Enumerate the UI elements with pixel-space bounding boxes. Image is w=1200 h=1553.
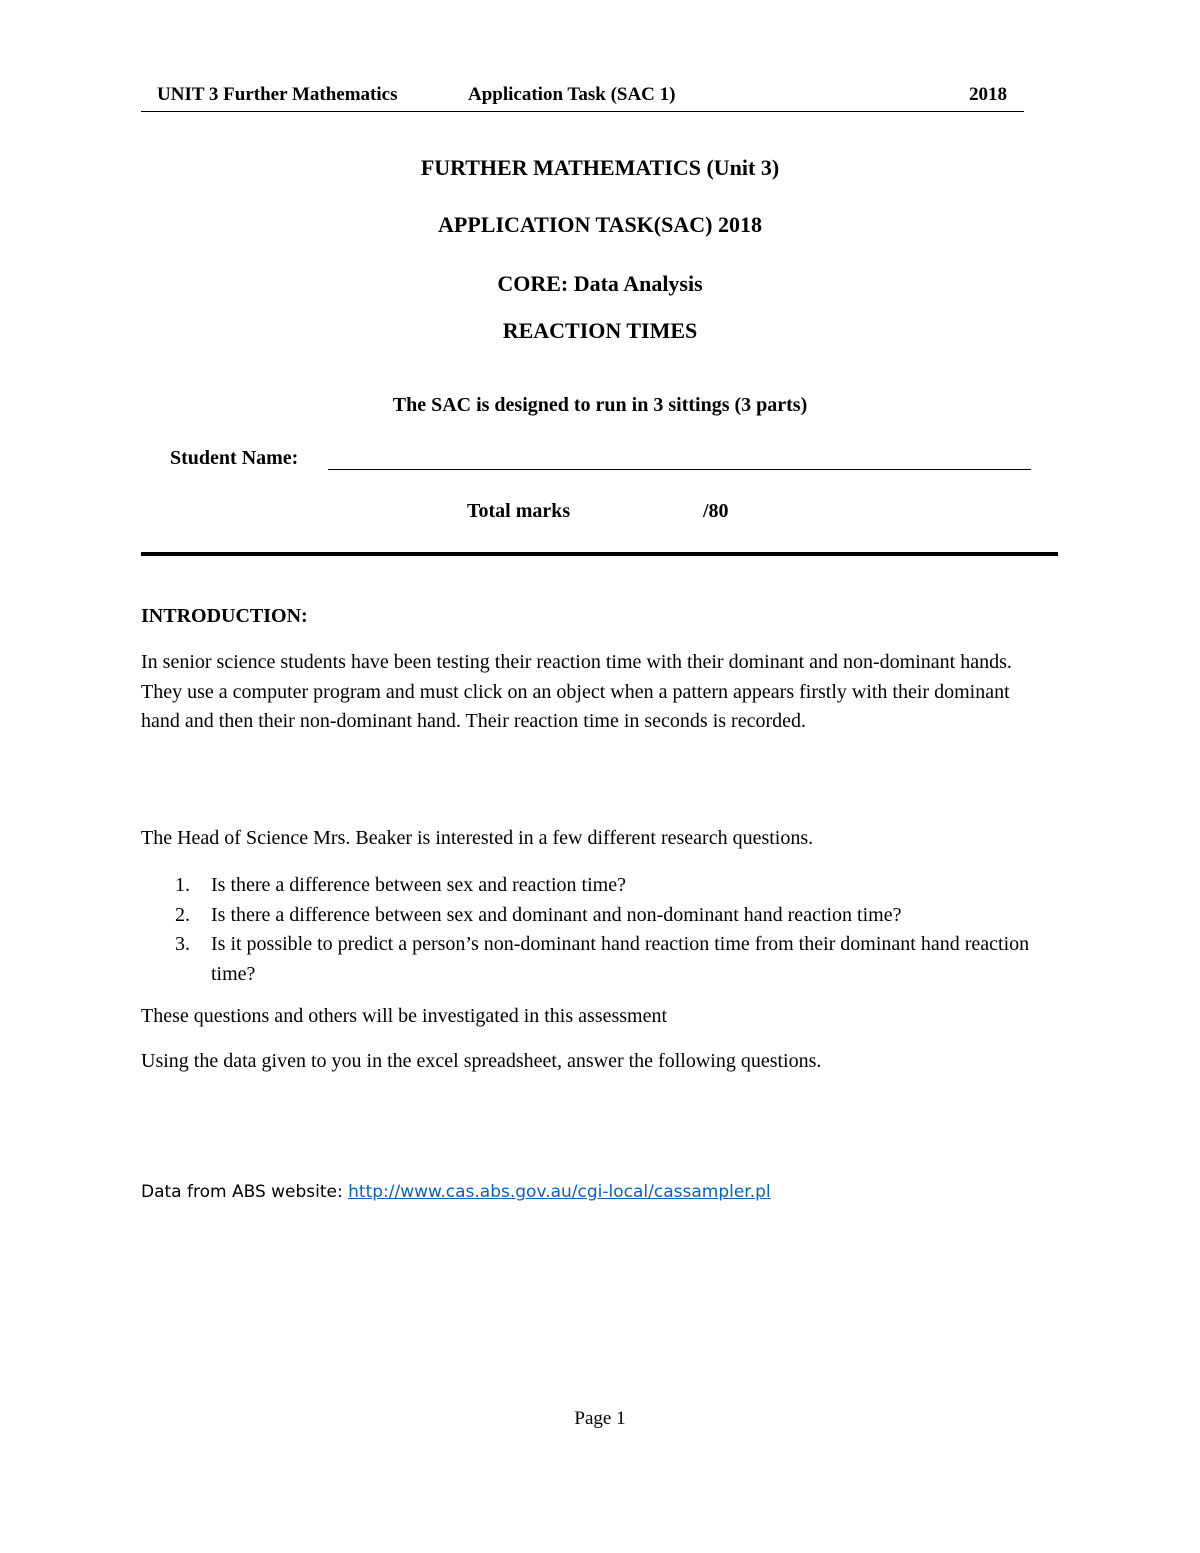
list-item-number: 2. [175, 903, 190, 926]
total-marks-value: /80 [703, 500, 729, 522]
sitting-note: The SAC is designed to run in 3 sittings (3 parts) [392, 394, 808, 416]
header-year: 2018 [969, 84, 1007, 105]
data-source [141, 1182, 771, 1202]
page-number: Page 1 [574, 1408, 626, 1429]
list-item [141, 871, 1061, 901]
student-name-line[interactable] [328, 469, 1031, 470]
data-source-link[interactable]: http://www.cas.abs.gov.au/cgi-local/cassampler.pl [348, 1182, 771, 1202]
investigation-note: These questions and others will be investigated in this assessment [141, 1005, 668, 1027]
title-subject: FURTHER MATHEMATICS (Unit 3) [420, 155, 780, 180]
title-topic: REACTION TIMES [502, 318, 698, 343]
student-name-label: Student Name: [170, 447, 299, 469]
list-item [141, 930, 1061, 989]
introduction-heading: INTRODUCTION: [141, 605, 308, 627]
data-source-label: Data from ABS website: [141, 1182, 349, 1202]
list-item-text: Is there a difference between sex and reaction time? [211, 874, 626, 896]
list-item [141, 901, 1061, 931]
instruction-text: Using the data given to you in the excel spreadsheet, answer the following questions. [141, 1050, 822, 1072]
total-marks-label: Total marks [467, 500, 571, 522]
title-core: CORE: Data Analysis [497, 271, 703, 296]
list-item-number: 3. [175, 933, 190, 955]
section-divider [141, 552, 1058, 556]
research-questions-list [141, 871, 1061, 989]
title-task: APPLICATION TASK(SAC) 2018 [438, 212, 762, 237]
list-item-text: Is it possible to predict a person’s non-dominant hand reaction time from their dominant hand reaction time? [211, 933, 1030, 985]
header-task: Application Task (SAC 1) [468, 84, 676, 105]
list-item-number: 1. [175, 874, 190, 896]
header-unit: UNIT 3 Further Mathematics [157, 84, 398, 105]
list-item-text: Is there a difference between sex and dominant and non-dominant hand reaction time? [211, 903, 902, 926]
research-intro: The Head of Science Mrs. Beaker is interested in a few different research questions. [141, 827, 814, 849]
header-rule [141, 111, 1024, 112]
introduction-paragraph: In senior science students have been testing their reaction time with their dominant and non-dominant hands. They use a computer program and must click on an object when a pattern appears firstly with their dominant hand and then their non-dominant hand. Their reaction time in seconds is recorded. [141, 651, 1012, 732]
